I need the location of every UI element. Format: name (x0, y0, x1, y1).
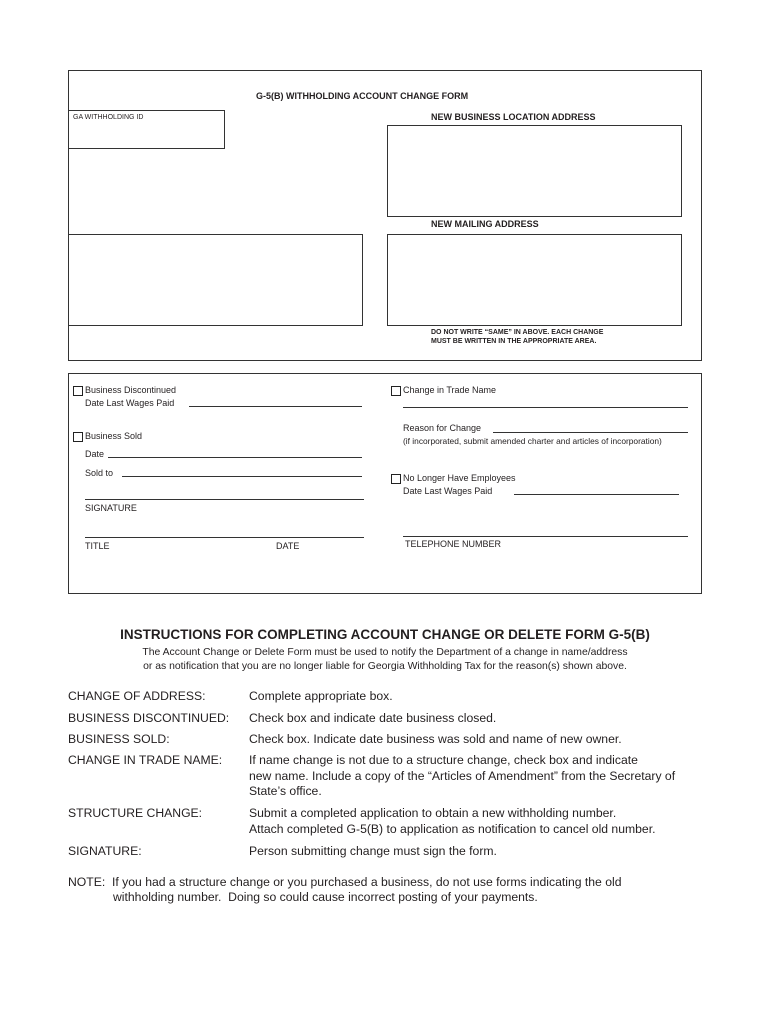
date-last-wages-paid-label: Date Last Wages Paid (85, 398, 175, 408)
instruction-text: Check box and indicate date business closed. (249, 711, 497, 725)
new-business-location-field[interactable] (387, 125, 682, 217)
date-field[interactable] (108, 457, 362, 458)
telephone-field[interactable] (403, 536, 688, 537)
sold-to-field[interactable] (122, 476, 362, 477)
reason-note: (if incorporated, submit amended charter and articles of incorporation) (403, 436, 662, 446)
instruction-label: CHANGE IN TRADE NAME: (68, 753, 223, 767)
date-last-wages-paid-field-2[interactable] (514, 494, 679, 495)
instructions-intro-line2: or as notification that you are no longer liable for Georgia Withholding Tax for the reason(s) shown above. (143, 661, 627, 672)
telephone-number-label: TELEPHONE NUMBER (405, 539, 502, 549)
date-label: Date (85, 449, 105, 459)
date-last-wages-paid-label-2: Date Last Wages Paid (403, 486, 493, 496)
title-date-field[interactable] (85, 537, 364, 538)
instruction-text: Check box. Indicate date business was sold and name of new owner. (249, 732, 622, 746)
instruction-label: CHANGE OF ADDRESS: (68, 689, 206, 703)
business-discontinued-label: Business Discontinued (85, 385, 177, 395)
instruction-label: BUSINESS SOLD: (68, 732, 170, 746)
ga-withholding-id-field[interactable] (68, 110, 225, 149)
note-line2: withholding number. Doing so could cause incorrect posting of your payments. (113, 890, 538, 904)
instructions-intro-line1: The Account Change or Delete Form must be used to notify the Department of a change in name/address (142, 647, 628, 658)
instruction-text: Person submitting change must sign the form. (249, 844, 497, 858)
instructions-heading: INSTRUCTIONS FOR COMPLETING ACCOUNT CHANGE OR DELETE FORM G-5(B) (120, 627, 650, 642)
instruction-text: If name change is not due to a structure change, check box and indicate new name. Include a copy of the “Articles of Amendment” from the Secretary of State’s office. (249, 753, 676, 798)
address-note-line1: DO NOT WRITE “SAME” IN ABOVE. EACH CHANGE (431, 329, 604, 336)
change-in-trade-name-label: Change in Trade Name (403, 385, 497, 395)
signature-label: SIGNATURE (85, 503, 137, 513)
trade-name-field[interactable] (403, 407, 688, 408)
date-caps-label: DATE (276, 541, 300, 551)
form-title: G-5(B) WITHHOLDING ACCOUNT CHANGE FORM (256, 91, 469, 101)
business-sold-checkbox[interactable] (73, 432, 83, 442)
instruction-label: BUSINESS DISCONTINUED: (68, 711, 230, 725)
new-mailing-address-label: NEW MAILING ADDRESS (431, 219, 539, 229)
date-last-wages-paid-field[interactable] (189, 406, 362, 407)
reason-for-change-field[interactable] (493, 432, 688, 433)
business-sold-label: Business Sold (85, 431, 143, 441)
change-in-trade-name-checkbox[interactable] (391, 386, 401, 396)
address-note-line2: MUST BE WRITTEN IN THE APPROPRIATE AREA. (431, 338, 597, 345)
instruction-text: Complete appropriate box. (249, 689, 393, 703)
signature-field[interactable] (85, 499, 364, 500)
note-line1: NOTE: If you had a structure change or you purchased a business, do not use forms indicating the old (68, 875, 622, 889)
instruction-label: SIGNATURE: (68, 844, 142, 858)
old-address-field[interactable] (68, 234, 363, 326)
ga-withholding-id-label: GA WITHHOLDING ID (73, 114, 144, 121)
instruction-text: Submit a completed application to obtain a new withholding number. Attach completed G-5(B) to application as notification to cancel old number. (249, 806, 656, 836)
title-label: TITLE (85, 541, 110, 551)
no-longer-have-employees-checkbox[interactable] (391, 474, 401, 484)
instruction-label: STRUCTURE CHANGE: (68, 806, 203, 820)
reason-for-change-label: Reason for Change (403, 423, 482, 433)
new-mailing-address-field[interactable] (387, 234, 682, 326)
sold-to-label: Sold to (85, 468, 114, 478)
new-business-location-label: NEW BUSINESS LOCATION ADDRESS (431, 112, 596, 122)
business-discontinued-checkbox[interactable] (73, 386, 83, 396)
no-longer-have-employees-label: No Longer Have Employees (403, 473, 516, 483)
